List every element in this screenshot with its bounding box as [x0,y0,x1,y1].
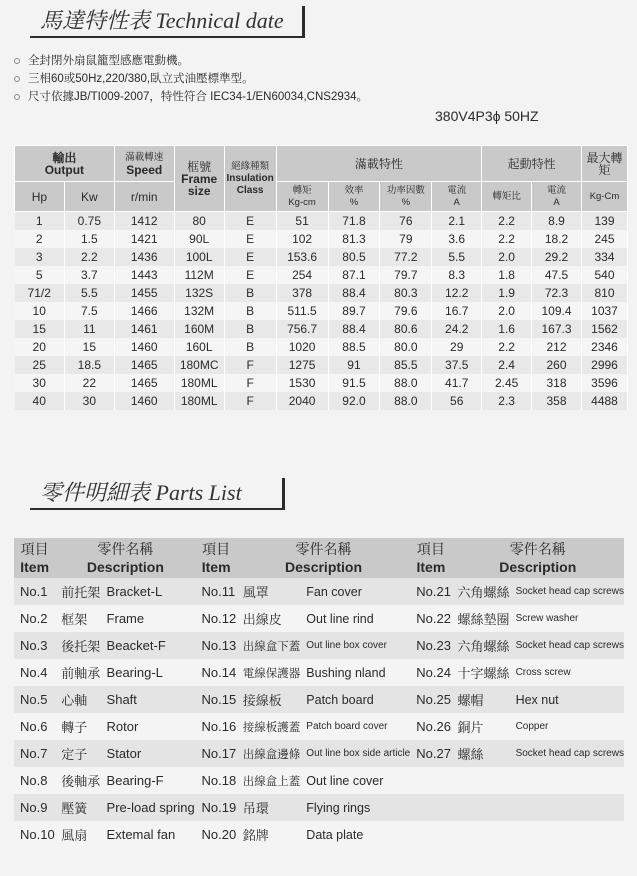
speed-cell: 1465 [114,356,174,374]
note-item: 三相60或50Hz,220/380,臥立式油壓標準型。 [14,70,368,88]
starting-current-cell: 18.2 [532,230,582,248]
torque-cell: 511.5 [276,302,328,320]
part-name-en: Rotor [101,713,196,740]
part-name-en: Fan cover [300,578,410,605]
speed-cell: 1466 [114,302,174,320]
efficiency-cell: 91 [328,356,380,374]
part-name-zh: 接線板護蓋 [237,713,301,740]
starting-current-cell: 109.4 [532,302,582,320]
part-name-zh: 出線盒上蓋 [237,767,301,794]
frame-cell: 180MC [174,356,224,374]
voltage-label: 380V4P3ϕ 50HZ [435,108,539,124]
current-cell: 41.7 [432,374,482,392]
table-row [15,212,628,231]
part-name-en: Socket head cap screws [510,740,624,767]
fullload-header: 滿載特性 [276,146,482,182]
hp-cell: 20 [15,338,65,356]
hp-cell: 10 [15,302,65,320]
kw-cell: 0.75 [64,212,114,231]
efficiency-cell: 71.8 [328,212,380,231]
note-item: 尺寸依據JB/TI009-2007，特性符合 IEC34-1/EN60034,CNS2934。 [14,88,368,106]
starting-current-cell: 212 [532,338,582,356]
kw-cell: 22 [64,374,114,392]
max-torque-cell: 2996 [581,356,627,374]
item-number: No.23 [410,632,451,659]
part-name-en: Out line box side article [300,740,410,767]
frame-cell: 132M [174,302,224,320]
insulation-cell: E [224,248,276,266]
torque-ratio-cell: 2.0 [482,248,532,266]
table-row [14,713,624,740]
item-number: No.20 [196,821,237,848]
part-name-en: Data plate [300,821,410,848]
torque-ratio-cell: 1.6 [482,320,532,338]
kw-cell: 3.7 [64,266,114,284]
technical-section-title: 馬達特性表 Technical date [30,6,305,38]
kw-cell: 5.5 [64,284,114,302]
power-factor-cell: 88.0 [380,374,432,392]
max-torque-cell: 810 [581,284,627,302]
item-number: No.7 [14,740,55,767]
speed-cell: 1412 [114,212,174,231]
item-number: No.16 [196,713,237,740]
item-number: No.22 [410,605,451,632]
part-name-zh: 銘牌 [237,821,301,848]
table-row [15,338,628,356]
current-cell: 24.2 [432,320,482,338]
technical-table [14,145,628,410]
table-row [15,230,628,248]
efficiency-cell: 89.7 [328,302,380,320]
part-name-en: Frame [101,605,196,632]
maxtorque-header: 最大轉矩 [581,146,627,182]
current-cell: 29 [432,338,482,356]
max-torque-cell: 245 [581,230,627,248]
part-name-zh: 螺帽 [452,686,510,713]
starting-current-cell: 8.9 [532,212,582,231]
description-header: 零件名稱 Description [55,538,195,578]
item-number: No.6 [14,713,55,740]
bullet-icon [14,94,20,100]
part-name-en: Bracket-L [101,578,196,605]
kw-cell: 7.5 [64,302,114,320]
efficiency-cell: 80.5 [328,248,380,266]
hp-cell: 1 [15,212,65,231]
starting-current-cell: 358 [532,392,582,410]
part-name-en: Out line cover [300,767,410,794]
table-row [14,821,624,848]
starting-current-cell: 318 [532,374,582,392]
torque-ratio-cell: 2.2 [482,212,532,231]
hp-header: Hp [15,182,65,212]
item-number: No.5 [14,686,55,713]
part-name-zh: 出線盒邊條 [237,740,301,767]
hp-cell: 3 [15,248,65,266]
item-number: No.21 [410,578,451,605]
frame-cell: 112M [174,266,224,284]
item-header: 項目 Item [196,538,237,578]
table-row [15,248,628,266]
insulation-cell: F [224,356,276,374]
hp-cell: 15 [15,320,65,338]
speed-cell: 1455 [114,284,174,302]
item-number: No.24 [410,659,451,686]
efficiency-cell: 88.5 [328,338,380,356]
frame-cell: 132S [174,284,224,302]
part-name-zh: 定子 [55,740,100,767]
item-header: 項目 Item [410,538,451,578]
max-torque-cell: 540 [581,266,627,284]
part-name-en: Cross screw [510,659,624,686]
part-name-zh: 六角螺絲 [452,578,510,605]
item-number: No.1 [14,578,55,605]
part-name-zh: 銅片 [452,713,510,740]
max-torque-cell: 334 [581,248,627,266]
part-name-en: Screw washer [510,605,624,632]
starting-current-header: 電流 A [532,182,582,212]
table-row [14,659,624,686]
insulation-cell: F [224,374,276,392]
power-factor-cell: 79.6 [380,302,432,320]
torque-ratio-cell: 2.45 [482,374,532,392]
frame-cell: 160L [174,338,224,356]
table-row [15,392,628,410]
parts-table [14,538,624,848]
table-row [15,356,628,374]
item-number: No.15 [196,686,237,713]
part-name-en: Shaft [101,686,196,713]
part-name-en: Out line box cover [300,632,410,659]
hp-cell: 40 [15,392,65,410]
output-header: 輸出 Output [15,146,115,182]
part-name-zh: 壓簧 [55,794,100,821]
power-factor-cell: 80.6 [380,320,432,338]
part-name-zh: 出線盒下蓋 [237,632,301,659]
insulation-cell: F [224,392,276,410]
part-name-zh: 風罩 [237,578,301,605]
part-name-en: Socket head cap screws [510,578,624,605]
torque-cell: 1020 [276,338,328,356]
speed-cell: 1460 [114,338,174,356]
part-name-zh: 轉子 [55,713,100,740]
insulation-header: 絕緣種類 Insulation Class [224,146,276,212]
part-name-zh: 吊環 [237,794,301,821]
table-row [15,266,628,284]
part-name-en: Patch board cover [300,713,410,740]
torque-ratio-cell: 2.3 [482,392,532,410]
part-name-zh: 風扇 [55,821,100,848]
part-name-en: Bearing-L [101,659,196,686]
efficiency-cell: 81.3 [328,230,380,248]
kw-header: Kw [64,182,114,212]
part-name-en: Beacket-F [101,632,196,659]
kw-cell: 18.5 [64,356,114,374]
max-torque-cell: 2346 [581,338,627,356]
frame-cell: 160M [174,320,224,338]
item-number: No.9 [14,794,55,821]
frame-cell: 180ML [174,374,224,392]
torque-ratio-cell: 2.2 [482,338,532,356]
starting-current-cell: 167.3 [532,320,582,338]
power-factor-cell: 76 [380,212,432,231]
part-name-en [510,767,624,794]
kw-cell: 2.2 [64,248,114,266]
speed-cell: 1465 [114,374,174,392]
bullet-icon [14,76,20,82]
insulation-cell: E [224,266,276,284]
table-row [15,374,628,392]
hp-cell: 2 [15,230,65,248]
insulation-cell: B [224,338,276,356]
part-name-en: Pre-load spring [101,794,196,821]
item-number: No.10 [14,821,55,848]
current-cell: 8.3 [432,266,482,284]
table-row [14,686,624,713]
starting-current-cell: 47.5 [532,266,582,284]
part-name-zh: 前軸承 [55,659,100,686]
item-number: No.4 [14,659,55,686]
speed-cell: 1460 [114,392,174,410]
part-name-zh: 前托架 [55,578,100,605]
item-number: No.25 [410,686,451,713]
insulation-cell: E [224,212,276,231]
part-name-zh: 六角螺絲 [452,632,510,659]
current-cell: 37.5 [432,356,482,374]
part-name-en: Extemal fan [101,821,196,848]
power-factor-cell: 80.0 [380,338,432,356]
torque-ratio-cell: 2.4 [482,356,532,374]
efficiency-cell: 88.4 [328,284,380,302]
frame-cell: 100L [174,248,224,266]
item-number: No.19 [196,794,237,821]
torque-cell: 254 [276,266,328,284]
item-number [410,767,451,794]
part-name-zh: 螺絲墊圈 [452,605,510,632]
torque-header: 轉矩 Kg-cm [276,182,328,212]
efficiency-cell: 87.1 [328,266,380,284]
efficiency-cell: 88.4 [328,320,380,338]
description-header: 零件名稱 Description [237,538,410,578]
table-row [14,740,624,767]
hp-cell: 30 [15,374,65,392]
item-number [410,794,451,821]
power-factor-cell: 80.3 [380,284,432,302]
part-name-zh [452,794,510,821]
hp-cell: 25 [15,356,65,374]
efficiency-cell: 92.0 [328,392,380,410]
description-header: 零件名稱 Description [452,538,624,578]
part-name-en: Flying rings [300,794,410,821]
frame-cell: 80 [174,212,224,231]
item-number: No.18 [196,767,237,794]
part-name-en: Bearing-F [101,767,196,794]
table-row [15,284,628,302]
current-cell: 5.5 [432,248,482,266]
torque-ratio-header: 轉矩比 [482,182,532,212]
item-number: No.14 [196,659,237,686]
kw-cell: 1.5 [64,230,114,248]
table-row [14,605,624,632]
part-name-zh [452,821,510,848]
power-factor-cell: 79.7 [380,266,432,284]
spec-notes [14,52,368,106]
torque-cell: 102 [276,230,328,248]
parts-section-title: 零件明細表 Parts List [30,478,285,510]
starting-header: 起動特性 [482,146,582,182]
torque-ratio-cell: 1.8 [482,266,532,284]
part-name-en: Patch board [300,686,410,713]
part-name-en: Out line rind [300,605,410,632]
item-number: No.8 [14,767,55,794]
part-name-en: Copper [510,713,624,740]
max-torque-cell: 139 [581,212,627,231]
power-factor-cell: 85.5 [380,356,432,374]
item-number: No.13 [196,632,237,659]
max-torque-cell: 1562 [581,320,627,338]
part-name-zh: 螺絲 [452,740,510,767]
torque-ratio-cell: 2.0 [482,302,532,320]
kw-cell: 15 [64,338,114,356]
item-header: 項目 Item [14,538,55,578]
insulation-cell: B [224,302,276,320]
efficiency-cell: 91.5 [328,374,380,392]
part-name-en [510,821,624,848]
max-torque-cell: 1037 [581,302,627,320]
item-number [410,821,451,848]
torque-ratio-cell: 1.9 [482,284,532,302]
item-number: No.3 [14,632,55,659]
insulation-cell: B [224,284,276,302]
item-number: No.17 [196,740,237,767]
power-factor-cell: 77.2 [380,248,432,266]
power-factor-header: 功率因數 % [380,182,432,212]
speed-cell: 1436 [114,248,174,266]
part-name-zh [452,767,510,794]
part-name-zh: 十字螺絲 [452,659,510,686]
part-name-en: Socket head cap screws [510,632,624,659]
frame-cell: 180ML [174,392,224,410]
item-number: No.26 [410,713,451,740]
table-row [14,578,624,605]
rmin-header: r/min [114,182,174,212]
speed-header: 滿載轉速 Speed [114,146,174,182]
item-number: No.2 [14,605,55,632]
torque-cell: 2040 [276,392,328,410]
item-number: No.12 [196,605,237,632]
insulation-cell: E [224,230,276,248]
torque-cell: 378 [276,284,328,302]
max-torque-unit-header: Kg-Cm [581,182,627,212]
part-name-zh: 框架 [55,605,100,632]
part-name-zh: 後軸承 [55,767,100,794]
kw-cell: 11 [64,320,114,338]
current-cell: 2.1 [432,212,482,231]
torque-cell: 153.6 [276,248,328,266]
part-name-zh: 心軸 [55,686,100,713]
insulation-cell: B [224,320,276,338]
part-name-en: Hex nut [510,686,624,713]
table-row [15,320,628,338]
part-name-en [510,794,624,821]
speed-cell: 1443 [114,266,174,284]
speed-cell: 1421 [114,230,174,248]
table-row [14,794,624,821]
frame-header: 框號 Frame size [174,146,224,212]
starting-current-cell: 72.3 [532,284,582,302]
part-name-en: Bushing nland [300,659,410,686]
part-name-zh: 接線板 [237,686,301,713]
part-name-zh: 電線保護器 [237,659,301,686]
frame-cell: 90L [174,230,224,248]
max-torque-cell: 3596 [581,374,627,392]
starting-current-cell: 29.2 [532,248,582,266]
table-row [15,302,628,320]
power-factor-cell: 79 [380,230,432,248]
kw-cell: 30 [64,392,114,410]
current-cell: 12.2 [432,284,482,302]
hp-cell: 71/2 [15,284,65,302]
current-cell: 56 [432,392,482,410]
table-row [14,632,624,659]
torque-cell: 1275 [276,356,328,374]
hp-cell: 5 [15,266,65,284]
torque-cell: 1530 [276,374,328,392]
item-number: No.11 [196,578,237,605]
table-row [14,767,624,794]
part-name-zh: 出線皮 [237,605,301,632]
part-name-en: Stator [101,740,196,767]
current-cell: 3.6 [432,230,482,248]
power-factor-cell: 88.0 [380,392,432,410]
speed-cell: 1461 [114,320,174,338]
efficiency-header: 效率 % [328,182,380,212]
torque-ratio-cell: 2.2 [482,230,532,248]
item-number: No.27 [410,740,451,767]
torque-cell: 51 [276,212,328,231]
starting-current-cell: 260 [532,356,582,374]
note-item: 全封閉外扇鼠籠型感應電動機。 [14,52,368,70]
torque-cell: 756.7 [276,320,328,338]
part-name-zh: 後托架 [55,632,100,659]
current-header: 電流 A [432,182,482,212]
current-cell: 16.7 [432,302,482,320]
max-torque-cell: 4488 [581,392,627,410]
bullet-icon [14,58,20,64]
